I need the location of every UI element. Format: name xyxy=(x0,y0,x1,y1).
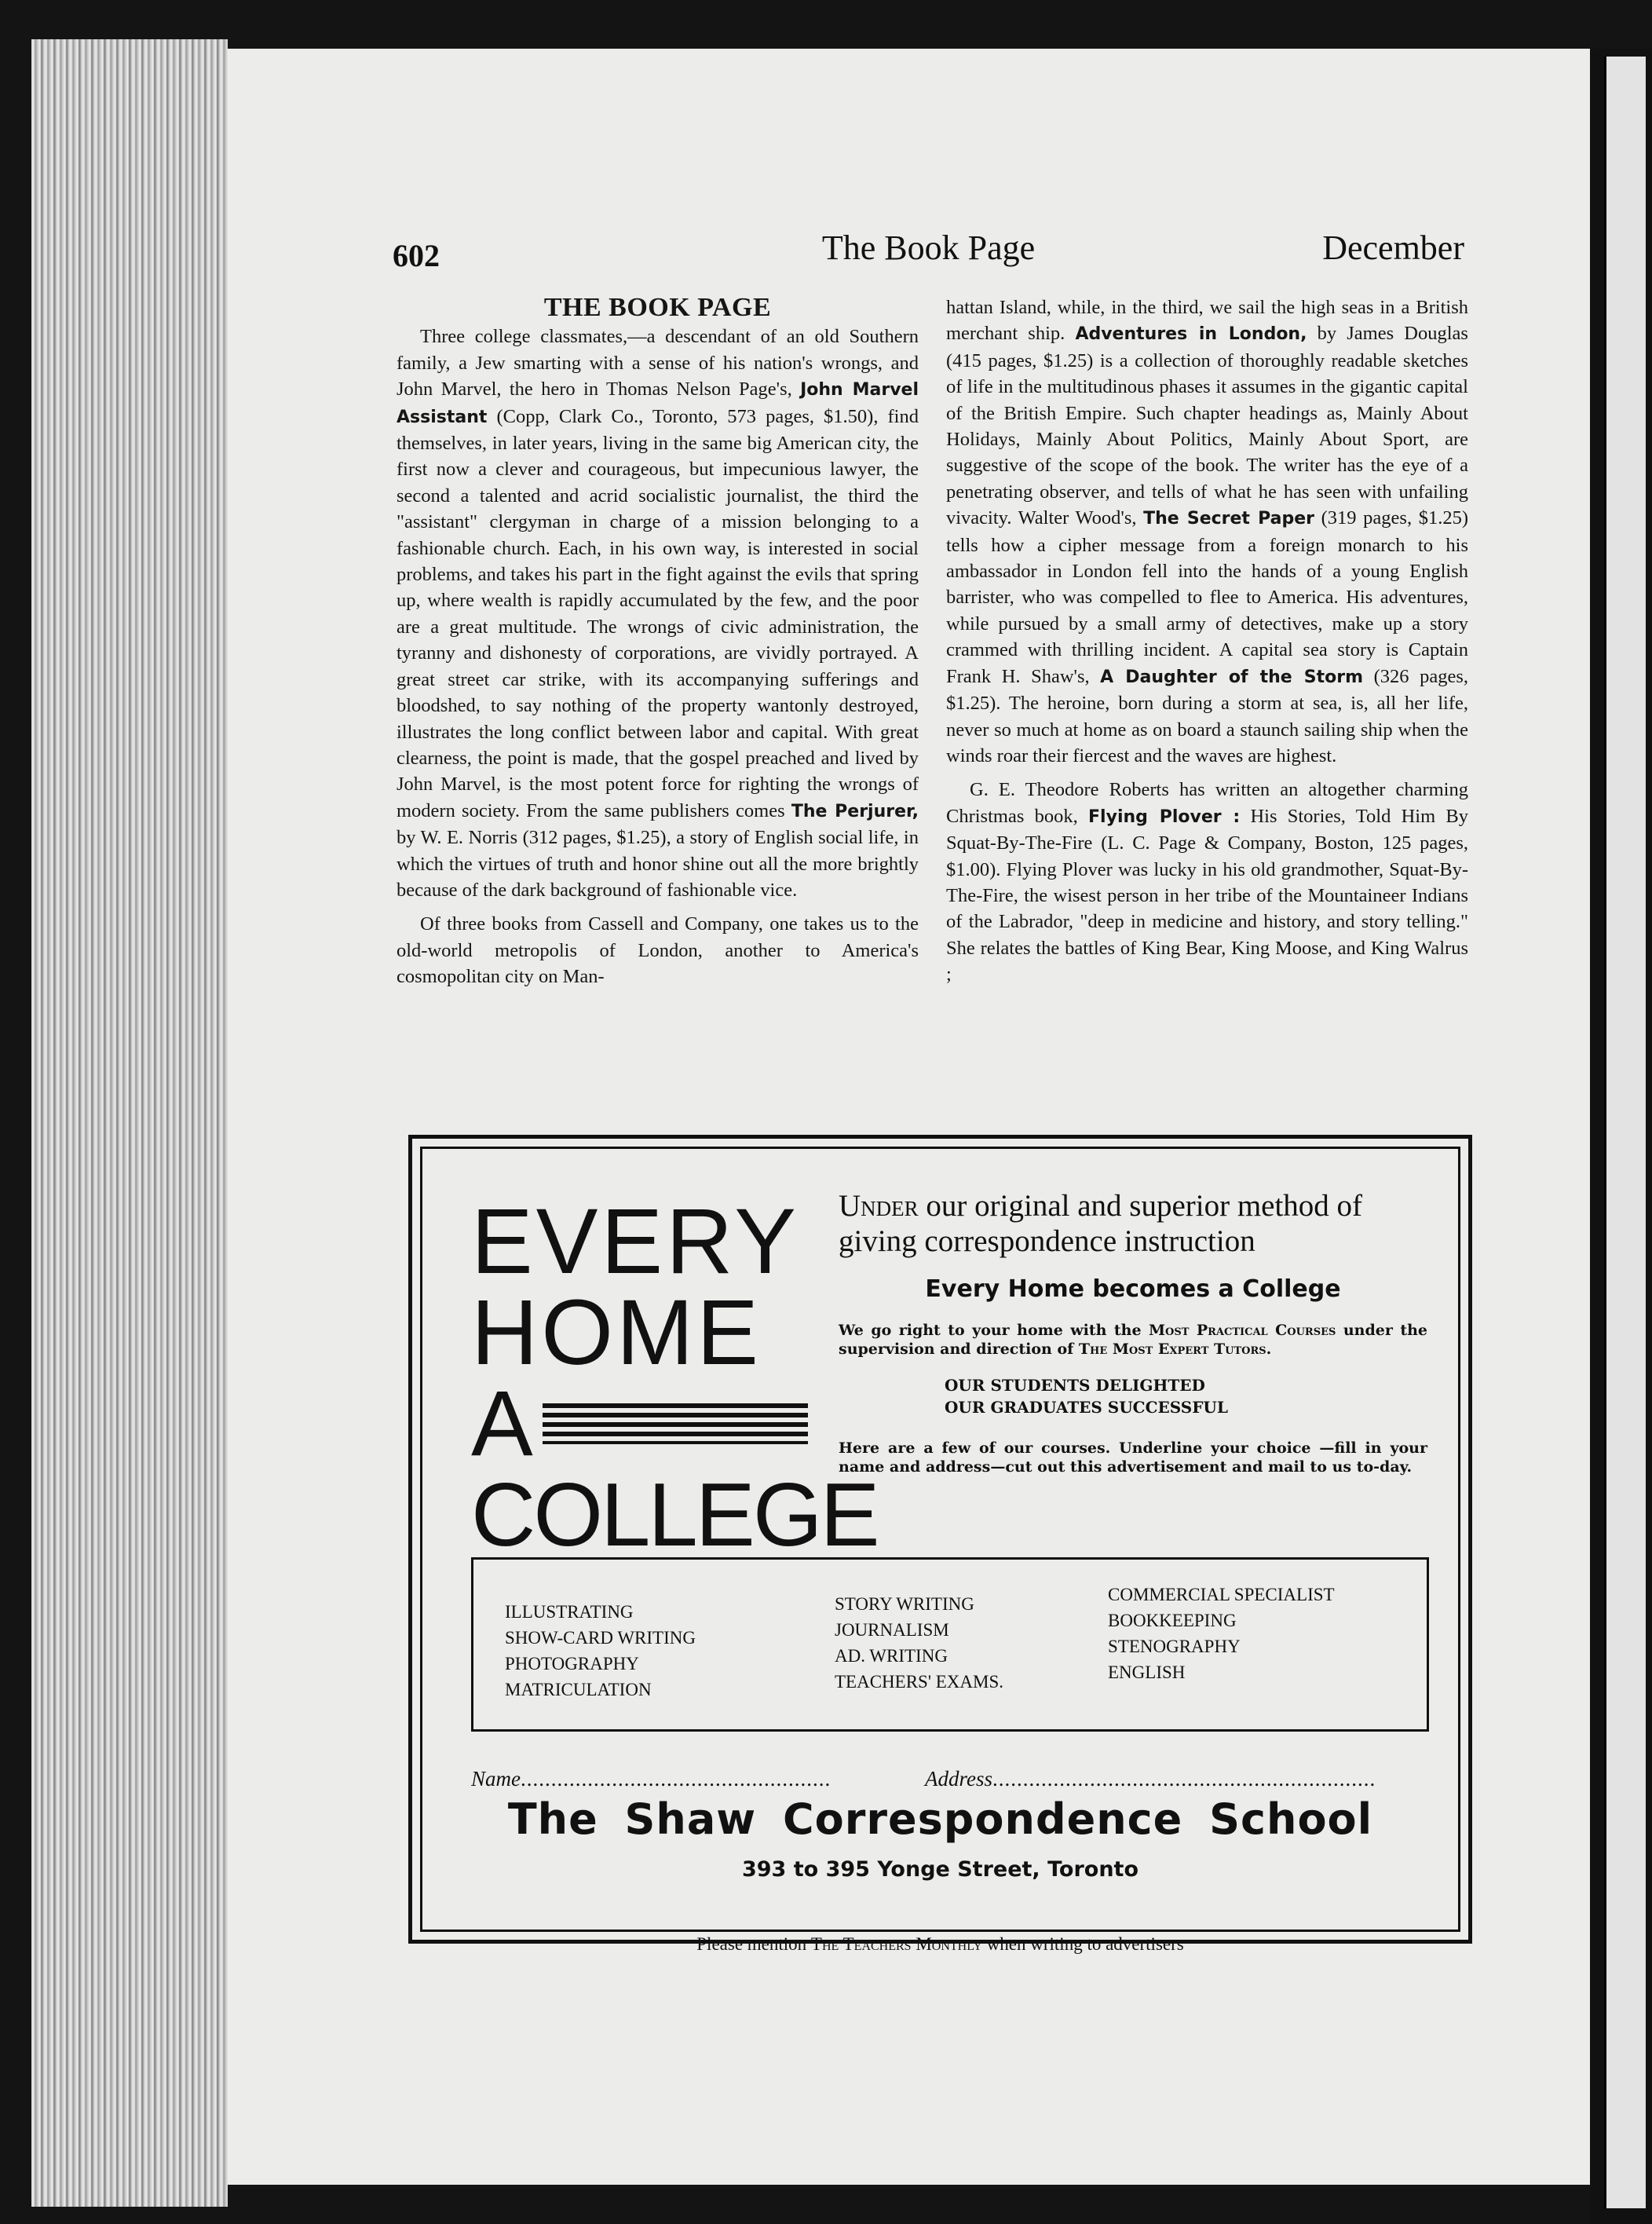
article-column-right xyxy=(946,294,1468,988)
article-paragraph: G. E. Theodore Roberts has written an altogether charming Christmas book, Flying Plover : His Stories, Told Him By Squat-By-The-Fire (L. C. Page & Company, Boston, 125 pages, $1.00). Flying Plover was lucky in his old grandmother, Squat-By-The-Fire, the wisest person in her tribe of the Mountaineer Indians of the Labrador, "deep in medicine and history, and story telling." She relates the battles of King Bear, King Moose, and King Walrus ; xyxy=(946,779,1468,986)
school-address: 393 to 395 Yonge Street, Toronto xyxy=(741,1857,1139,1882)
course-option[interactable]: JOURNALISM xyxy=(835,1620,949,1640)
course-column xyxy=(1108,1582,1335,1685)
course-option[interactable]: ENGLISH xyxy=(1108,1663,1186,1682)
page-number: 602 xyxy=(393,238,440,273)
issue-month: December xyxy=(1322,229,1464,267)
decorative-rules xyxy=(543,1403,808,1444)
article-column-left xyxy=(397,294,919,990)
ad-instructions: Here are a few of our courses. Underline your choice —fill in your name and address—cut out this advertisement and mail to us to-day. xyxy=(839,1439,1427,1476)
running-header xyxy=(393,228,1464,275)
book-title: Adventures in London, xyxy=(1075,324,1307,345)
ad-row-a xyxy=(471,1372,878,1476)
article-paragraph: Three college classmates,—a descendant of an old Southern family, a Jew smarting with a sense of his nation's wrongs, and John Marvel, the hero in Thomas Nelson Page's, John Marvel Assistant (Copp, Clark Co., Toronto, 573 pages, $1.50), find themselves, in later years, living in the same big American city, the first now a clever and courageous, but impecunious lawyer, the second a talented and acrid socialistic journalist, the third the "assistant" clergyman in charge of a mission belonging to a fashionable church. Each, in his own way, is interested in social problems, and takes his part in the fight against the evils that spring up, where wealth is rapidly accumulated by the few, and the poor are a great multitude. The wrongs of civic administration, the tyranny and dishonesty of corporations, are vividly portrayed. A great street car strike, with its accompanying sufferings and bloodshed, to say nothing of the property wantonly destroyed, illustrates the long conflict between labor and capital. With great clearness, the point is made, that the gospel preached and lived by John Marvel, is the most potent force for righting the wrongs of modern society. From the same publishers comes The Perjurer, by W. E. Norris (312 pages, $1.25), a story of English social life, in which the virtues of truth and honor shine out all the more brightly because of the dark background of fashionable vice. xyxy=(397,326,919,901)
school-name: The Shaw Correspondence School xyxy=(507,1794,1373,1844)
section-title: THE BOOK PAGE xyxy=(543,293,772,322)
ad-word-a: A xyxy=(471,1372,536,1476)
ad-claim: OUR GRADUATES SUCCESSFUL xyxy=(945,1398,1228,1417)
facing-page-sliver xyxy=(1604,57,1646,2208)
book-title: A Daughter of the Storm xyxy=(1100,667,1364,687)
address-field[interactable] xyxy=(925,1767,1376,1791)
name-label: Name xyxy=(471,1767,521,1791)
name-dotted-line: ................................................... xyxy=(521,1767,831,1791)
course-option[interactable]: STORY WRITING xyxy=(835,1594,974,1614)
advertisement xyxy=(408,1135,1472,1944)
ad-claim: OUR STUDENTS DELIGHTED xyxy=(945,1376,1205,1395)
article-paragraph: Of three books from Cassell and Company, one takes us to the old-world metropolis of London, another to America's cosmopolitan city on Man- xyxy=(397,913,919,988)
book-title: The Perjurer, xyxy=(791,801,919,821)
ad-word-every: EVERY xyxy=(471,1190,799,1293)
article-paragraph: hattan Island, while, in the third, we sail the high seas in a British merchant ship. Adventures in London, by James Douglas (415 pages, $1.25) is a collection of thoroughly readable sketches of life in the multitudinous phases it assumes in the gigantic capital of the British Empire. Such chapter headings as, Mainly About Holidays, Mainly About Politics, Mainly About Sport, are suggestive of the scope of the book. The writer has the eye of a penetrating observer, and tells of what he has seen with unfailing vivacity. Walter Wood's, The Secret Paper (319 pages, $1.25) tells how a cipher message from a foreign monarch to his ambassador in London fell into the hands of a young English barrister, who was compelled to flee to America. His adventures, while pursued by a small army of detectives, make up a story crammed with thrilling incident. A capital sea story is Captain Frank H. Shaw's, A Daughter of the Storm (326 pages, $1.25). The heroine, born during a storm at sea, is, all her life, never so much at home as on board a staunch sailing ship when the winds roar their fiercest and the waves are highest. xyxy=(946,297,1468,766)
book-page-edges xyxy=(31,39,228,2207)
course-column xyxy=(835,1591,1003,1695)
ad-copy xyxy=(839,1188,1427,1476)
book-title: The Secret Paper xyxy=(1143,509,1315,529)
facing-page-gutter xyxy=(1590,49,1652,2224)
ad-display-text xyxy=(471,1190,878,1565)
address-label: Address xyxy=(925,1767,992,1791)
course-option[interactable]: BOOKKEEPING xyxy=(1108,1611,1237,1630)
book-title: John Marvel Assistant xyxy=(397,380,919,427)
name-field[interactable] xyxy=(471,1767,831,1791)
course-option[interactable]: STENOGRAPHY xyxy=(1108,1637,1241,1656)
course-option[interactable]: COMMERCIAL SPECIALIST xyxy=(1108,1585,1335,1604)
advertisement-inner-border xyxy=(420,1147,1460,1932)
ad-word-home: HOME xyxy=(471,1281,762,1385)
course-option[interactable]: SHOW-CARD WRITING xyxy=(505,1628,696,1648)
ad-word-college: COLLEGE xyxy=(471,1465,878,1565)
course-option[interactable]: TEACHERS' EXAMS. xyxy=(835,1672,1003,1692)
running-title: The Book Page xyxy=(821,229,1036,267)
ad-body: We go right to your home with the Most Practical Courses under the supervision and direction of The Most Expert Tutors. xyxy=(839,1322,1427,1358)
course-option[interactable]: AD. WRITING xyxy=(835,1646,948,1666)
ad-headline: Every Home becomes a College xyxy=(925,1275,1341,1303)
ad-claims xyxy=(839,1374,1427,1418)
course-column xyxy=(505,1599,696,1703)
address-dotted-line: ............................................................... xyxy=(992,1767,1376,1791)
book-title: Flying Plover : xyxy=(1088,807,1241,827)
course-option[interactable]: ILLUSTRATING xyxy=(505,1602,634,1622)
ad-lede: Under our original and superior method of giving correspondence instruction xyxy=(839,1189,1363,1258)
course-list xyxy=(471,1557,1429,1732)
advertiser-footer: Please mention The Teachers Monthly when writing to advertisers xyxy=(696,1934,1184,1954)
course-option[interactable]: MATRICULATION xyxy=(505,1680,652,1699)
course-option[interactable]: PHOTOGRAPHY xyxy=(505,1654,639,1673)
